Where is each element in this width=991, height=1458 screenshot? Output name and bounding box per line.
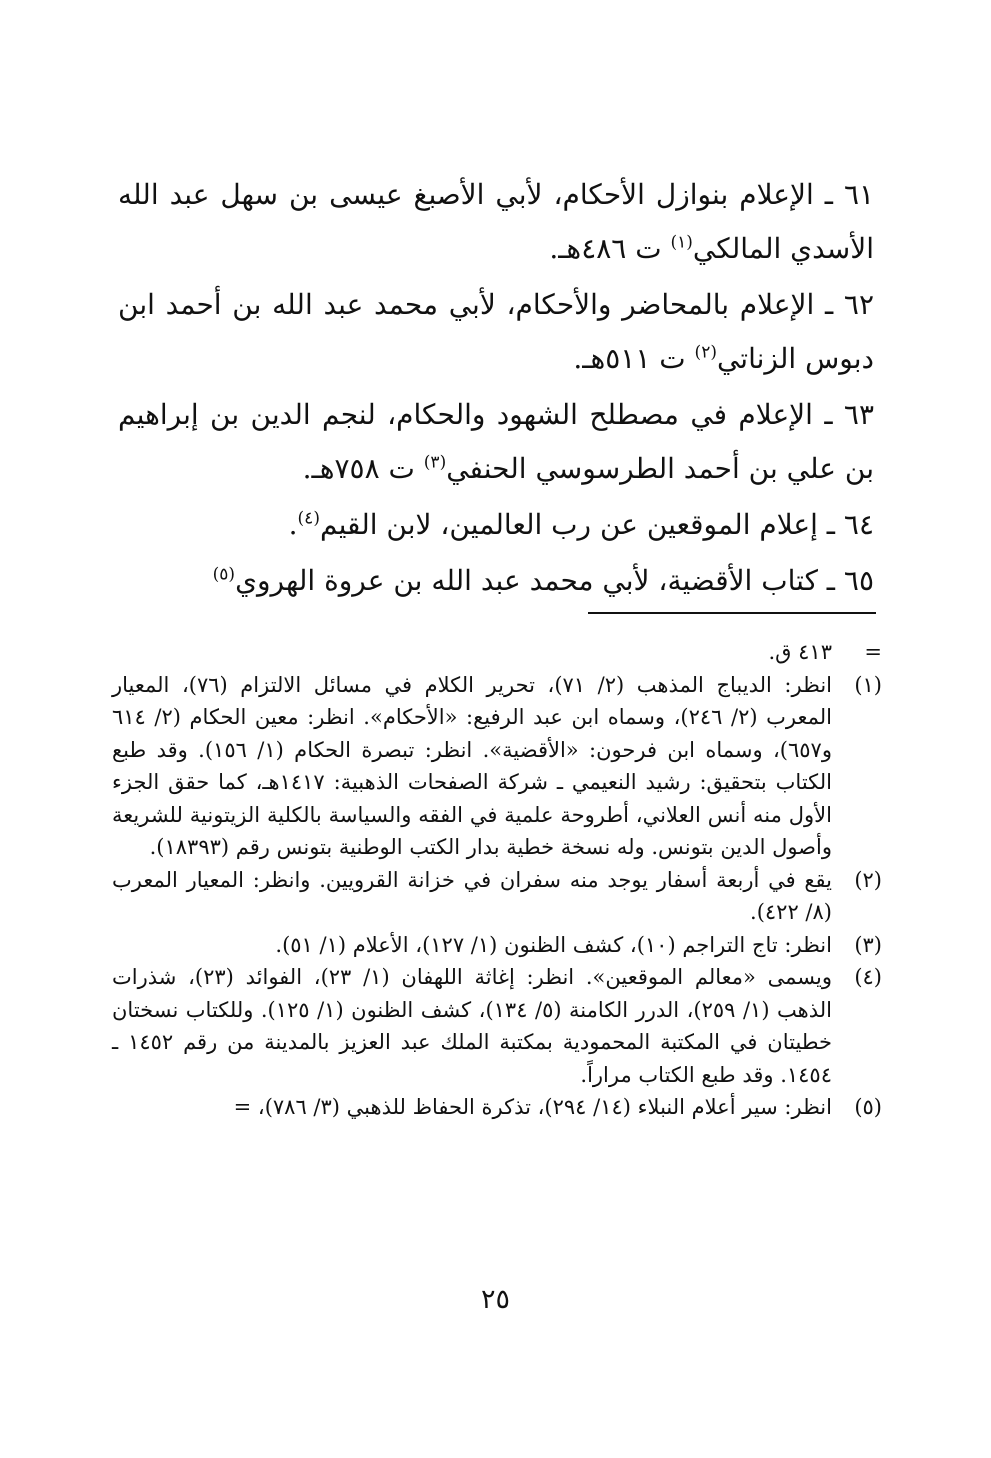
footnote-ref[interactable]: (٣) [423, 452, 447, 473]
footnote-1 [112, 669, 882, 864]
footnote-text: انظر: الديباج المذهب (٢/ ٧١)، تحرير الكلام في مسائل الالتزام (٧٦)، المعيار المعرب (٢/ ٢٤٦)، وسماه ابن عبد الرفيع: «الأحكام». انظر: معين الحكام (٢/ ٦١٤ و٦٥٧)، وسماه ابن فرحون: «الأقضية». انظر: تبصرة الحكام (١/ ١٥٦). وقد طبع الكتاب بتحقيق: رشيد النعيمي ـ شركة الصفحات الذهبية: ١٤١٧هـ، كما حقق الجزء الأول منه أنس العلاني، أطروحة علمية في الفقه والسياسة بالكلية الزيتونية للشريعة وأصول الدين بتونس. وله نسخة خطية بدار الكتب الوطنية بتونس رقم (١٨٣٩٣). [112, 672, 832, 859]
footnote-text: ٤١٣ ق. [768, 640, 832, 664]
footnote-5 [112, 1091, 882, 1124]
entry-text: ٦٣ ـ الإعلام في مصطلح الشهود والحكام، لنجم الدين بن إبراهيم بن علي بن أحمد الطرسوسي الحنفي [118, 398, 874, 485]
entry-61 [118, 168, 874, 276]
footnote-text: انظر: تاج التراجم (١٠)، كشف الظنون (١/ ١٢٧)، الأعلام (١/ ٥١). [275, 932, 832, 957]
footnote-number: (٢) [854, 867, 882, 892]
footnote-text: انظر: سير أعلام النبلاء (١٤/ ٢٩٤)، تذكرة الحفاظ للذهبي (٣/ ٧٨٦)، = [233, 1095, 832, 1119]
entry-65 [118, 554, 874, 608]
footnote-ref[interactable]: (٢) [694, 342, 717, 363]
entry-64 [118, 498, 874, 552]
footnote-ref[interactable]: (١) [670, 232, 693, 253]
entry-suffix: ت ٧٥٨هـ. [302, 452, 424, 485]
footnote-text: ويسمى «معالم الموقعين». انظر: إغاثة اللهفان (١/ ٢٣)، الفوائد (٢٣)، شذرات الذهب (١/ ٢٥٩)، الدرر الكامنة (٥/ ١٣٤)، كشف الظنون (١/ ١٢٥). وللكتاب نسختان خطيتان في المكتبة المحمودية بمكتبة الملك عبد العزيز بالمدينة من رقم ١٤٥٢ ـ ١٤٥٤. وقد طبع الكتاب مراراً. [112, 965, 833, 1087]
footnote-text: يقع في أربعة أسفار يوجد منه سفران في خزانة القرويين. وانظر: المعيار المعرب (٨/ ٤٢٢). [112, 867, 832, 924]
entry-text: ٦٤ ـ إعلام الموقعين عن رب العالمين، لابن القيم [319, 508, 874, 541]
footnotes [112, 636, 882, 1124]
footnote-number: (٣) [854, 932, 882, 957]
main-text [118, 168, 874, 610]
footnote-number: (٥) [854, 1095, 882, 1119]
footnote-4 [112, 961, 882, 1091]
footnote-divider [588, 612, 876, 614]
entry-62 [118, 278, 874, 386]
entry-suffix: . [288, 508, 298, 541]
entry-text: ٦١ ـ الإعلام بنوازل الأحكام، لأبي الأصبغ عيسى بن سهل عبد الله الأسدي المالكي [118, 178, 875, 265]
page-number: ٢٥ [480, 1284, 510, 1315]
footnote-number: = [864, 640, 882, 664]
footnote-3 [112, 929, 882, 962]
footnote-number: (٤) [854, 965, 882, 989]
entry-text: ٦٢ ـ الإعلام بالمحاضر والأحكام، لأبي محمد عبد الله بن أحمد ابن دبوس الزناتي [118, 288, 874, 375]
entry-suffix: ت ٥١١هـ. [573, 342, 695, 375]
footnote-2 [112, 864, 882, 929]
footnote-ref[interactable]: (٥) [212, 564, 236, 585]
footnote-number: (١) [854, 672, 882, 697]
entry-suffix: ت ٤٨٦هـ. [549, 232, 671, 265]
footnote-continuation [112, 636, 882, 669]
entry-text: ٦٥ ـ كتاب الأقضية، لأبي محمد عبد الله بن عروة الهروي [235, 564, 874, 597]
entry-63 [118, 388, 874, 496]
footnote-ref[interactable]: (٤) [297, 508, 320, 529]
